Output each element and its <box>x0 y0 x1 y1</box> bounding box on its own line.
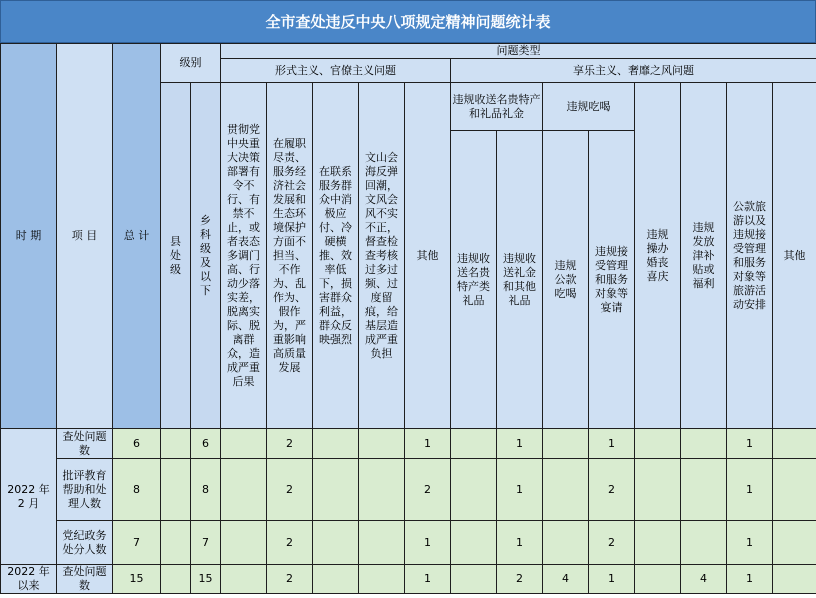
value-cell <box>773 459 816 521</box>
header-hedonism-7: 公款旅游以及违规接受管理和服务对象等旅游活动安排 <box>727 83 773 429</box>
value-cell: 2 <box>405 459 451 521</box>
value-cell: 4 <box>681 565 727 594</box>
value-cell <box>359 459 405 521</box>
township-cell: 8 <box>191 459 221 521</box>
item-cell: 查处问题数 <box>57 565 113 594</box>
value-cell: 1 <box>727 521 773 565</box>
value-cell <box>773 565 816 594</box>
total-cell: 6 <box>113 429 161 459</box>
value-cell <box>681 429 727 459</box>
value-cell <box>221 565 267 594</box>
value-cell: 2 <box>267 521 313 565</box>
header-formalism-3: 在联系服务群众中消极应付、冷硬横推、效率低下，损害群众利益，群众反映强烈 <box>313 83 359 429</box>
value-cell <box>543 429 589 459</box>
total-cell: 8 <box>113 459 161 521</box>
township-cell: 7 <box>191 521 221 565</box>
header-hedonism-3: 违规公款吃喝 <box>543 131 589 429</box>
header-gift-group: 违规收送名贵特产和礼品礼金 <box>451 83 543 131</box>
statistics-table <box>0 43 816 594</box>
value-cell <box>221 429 267 459</box>
header-formalism-2: 在履职尽责、服务经济社会发展和生态环境保护方面不担当、不作为、乱作为、假作为，严重影响高质量发展 <box>267 83 313 429</box>
header-hedonism: 享乐主义、奢靡之风问题 <box>451 59 816 83</box>
value-cell: 1 <box>405 521 451 565</box>
header-hedonism-2: 违规收送礼金和其他礼品 <box>497 131 543 429</box>
header-level: 级别 <box>161 44 221 83</box>
county-cell <box>161 521 191 565</box>
header-formalism-4: 文山会海反弹回潮，文风会风不实不正，督查检查考核过多过频、过度留痕，给基层造成严重负担 <box>359 83 405 429</box>
table-row <box>1 459 816 521</box>
item-cell: 批评教育帮助和处理人数 <box>57 459 113 521</box>
header-township: 乡科级及以下 <box>191 83 221 429</box>
header-county: 县处级 <box>161 83 191 429</box>
value-cell: 2 <box>267 429 313 459</box>
value-cell: 1 <box>405 565 451 594</box>
value-cell <box>681 459 727 521</box>
value-cell <box>221 459 267 521</box>
value-cell: 2 <box>589 459 635 521</box>
header-hedonism-4: 违规接受管理和服务对象等宴请 <box>589 131 635 429</box>
header-formalism-other: 其他 <box>405 83 451 429</box>
total-cell: 15 <box>113 565 161 594</box>
header-hedonism-1: 违规收送名贵特产类礼品 <box>451 131 497 429</box>
item-cell: 查处问题数 <box>57 429 113 459</box>
period-cell: 2022 年 2 月 <box>1 429 57 565</box>
value-cell <box>451 521 497 565</box>
table-row <box>1 521 816 565</box>
header-item: 项 目 <box>57 44 113 429</box>
value-cell <box>313 459 359 521</box>
value-cell: 1 <box>497 429 543 459</box>
value-cell: 2 <box>589 521 635 565</box>
county-cell <box>161 565 191 594</box>
value-cell: 1 <box>497 521 543 565</box>
value-cell <box>313 565 359 594</box>
header-formalism-1: 贯彻党中央重大决策部署有令不行、有禁不止，或者表态多调门高、行动少落实差，脱离实际、脱离群众，造成严重后果 <box>221 83 267 429</box>
township-cell: 6 <box>191 429 221 459</box>
header-hedonism-5: 违规操办婚丧喜庆 <box>635 83 681 429</box>
county-cell <box>161 429 191 459</box>
township-cell: 15 <box>191 565 221 594</box>
header-hedonism-6: 违规发放津补贴或福利 <box>681 83 727 429</box>
value-cell <box>681 521 727 565</box>
value-cell: 1 <box>727 565 773 594</box>
value-cell <box>543 459 589 521</box>
value-cell: 1 <box>589 429 635 459</box>
value-cell: 1 <box>727 429 773 459</box>
value-cell: 2 <box>497 565 543 594</box>
value-cell <box>773 521 816 565</box>
header-period: 时 期 <box>1 44 57 429</box>
value-cell <box>543 521 589 565</box>
header-total: 总 计 <box>113 44 161 429</box>
value-cell: 4 <box>543 565 589 594</box>
value-cell: 1 <box>589 565 635 594</box>
value-cell: 1 <box>405 429 451 459</box>
value-cell <box>451 429 497 459</box>
table-row <box>1 429 816 459</box>
value-cell <box>635 521 681 565</box>
total-cell: 7 <box>113 521 161 565</box>
value-cell <box>359 565 405 594</box>
value-cell: 2 <box>267 459 313 521</box>
value-cell <box>359 429 405 459</box>
table-row <box>1 565 816 594</box>
item-cell: 党纪政务处分人数 <box>57 521 113 565</box>
header-hedonism-other: 其他 <box>773 83 816 429</box>
value-cell <box>221 521 267 565</box>
county-cell <box>161 459 191 521</box>
value-cell <box>451 459 497 521</box>
value-cell: 1 <box>497 459 543 521</box>
period-cell: 2022 年以来 <box>1 565 57 594</box>
value-cell <box>313 429 359 459</box>
table-title: 全市查处违反中央八项规定精神问题统计表 <box>0 0 816 43</box>
header-problem-type: 问题类型 <box>221 44 816 59</box>
header-eat-group: 违规吃喝 <box>543 83 635 131</box>
value-cell <box>313 521 359 565</box>
value-cell: 1 <box>727 459 773 521</box>
value-cell <box>773 429 816 459</box>
value-cell <box>635 429 681 459</box>
value-cell <box>451 565 497 594</box>
value-cell <box>359 521 405 565</box>
value-cell <box>635 565 681 594</box>
header-formalism: 形式主义、官僚主义问题 <box>221 59 451 83</box>
value-cell <box>635 459 681 521</box>
value-cell: 2 <box>267 565 313 594</box>
